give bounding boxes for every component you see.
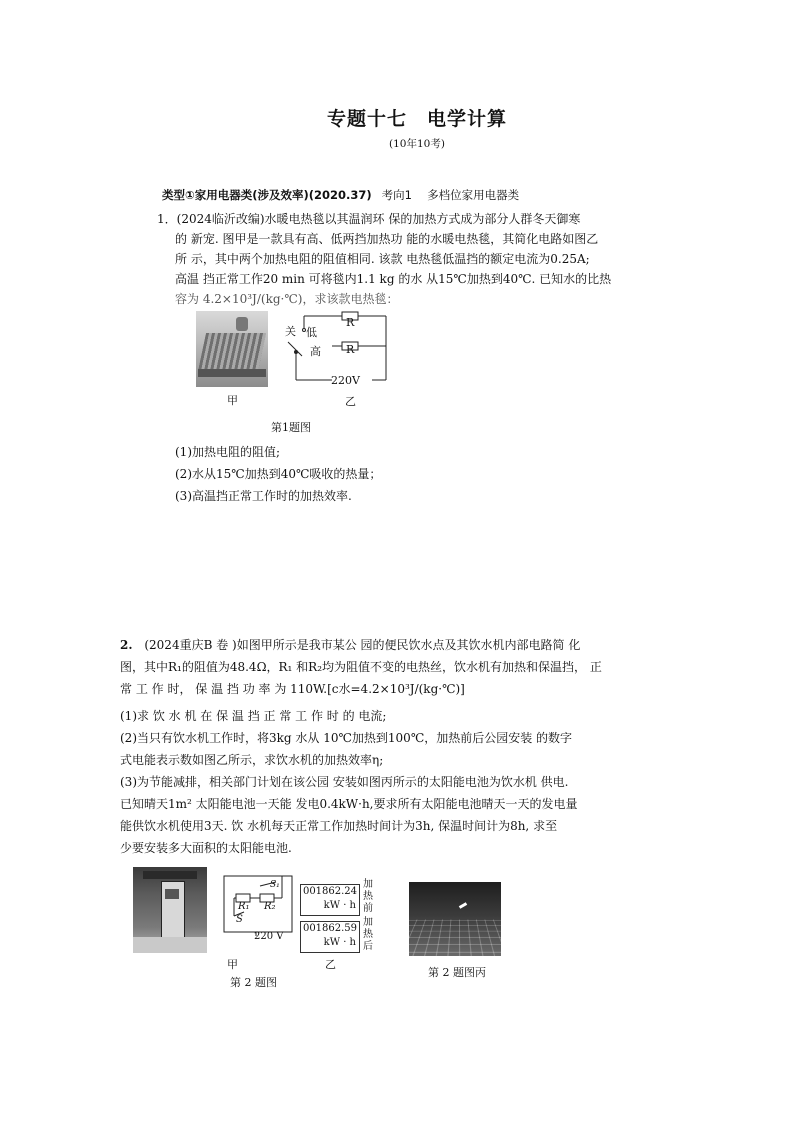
resistor-r2-label: R₂ bbox=[264, 901, 276, 912]
water-dispenser-photo bbox=[133, 867, 207, 953]
q1-line: 高温 挡正常工作20 min 可将毯内1.1 kg 的水 从15℃加热到40℃. 已知水的比热 bbox=[175, 272, 612, 286]
fig2-label-yi: 乙 bbox=[325, 958, 336, 971]
q2-part: 已知晴天1m² 太阳能电池一天能 发电0.4kW·h,要求所有太阳能电池晴天一天的发电量 bbox=[120, 797, 578, 811]
after-label: 加热后 bbox=[363, 917, 373, 952]
page-subtitle: (10年10考) bbox=[389, 138, 445, 150]
q1-part: (3)高温挡正常工作时的加热效率. bbox=[175, 489, 352, 503]
q2-part: 式电能表示数如图乙所示，求饮水机的加热效率η; bbox=[120, 753, 384, 767]
meter-after-value: 001862.59 bbox=[302, 923, 358, 934]
resistor-r1-label: R₁ bbox=[238, 901, 250, 912]
section-heading bbox=[162, 187, 519, 203]
before-label: 加热前 bbox=[363, 879, 373, 914]
q2-stem bbox=[120, 637, 602, 703]
q2-line: (2024重庆B 卷 )如图甲所示是我市某公 园的便民饮水点及其饮水机内部电路简 化 bbox=[144, 638, 581, 652]
q1-stem bbox=[157, 211, 611, 311]
q2-line: 图，其中R₁的阻值为48.4Ω，R₁ 和R₂均为阻值不变的电热丝，饮水机有加热和保温挡， 正 bbox=[120, 660, 602, 674]
meter-before-value: 001862.24 bbox=[302, 886, 358, 897]
q1-line: 1．(2024临沂改编)水暖电热毯以其温润环 保的加热方式成为部分人群冬天御寒 bbox=[157, 212, 581, 226]
q2-number: 2. bbox=[120, 638, 133, 652]
solar-panel-photo bbox=[409, 882, 501, 956]
direction-label: 考向1 多档位家用电器类 bbox=[381, 188, 520, 202]
fig2-caption-bing: 第 2 题图丙 bbox=[428, 966, 486, 979]
voltage-label: 220 V bbox=[254, 931, 284, 942]
electric-blanket-photo bbox=[196, 311, 268, 387]
q2-part: (1)求 饮 水 机 在 保 温 挡 正 常 工 作 时 的 电流; bbox=[120, 709, 387, 723]
q2-part: 少要安装多大面积的太阳能电池. bbox=[120, 841, 292, 855]
fig1-label-jia: 甲 bbox=[227, 394, 238, 407]
fig1-label-yi: 乙 bbox=[345, 395, 356, 408]
q1-line: 所 示，其中两个加热电阻的阻值相同. 该款 电热毯低温挡的额定电流为0.25A; bbox=[175, 252, 590, 266]
q2-part: (2)当只有饮水机工作时，将3kg 水从 10℃加热到100℃，加热前后公园安装 的数字 bbox=[120, 731, 573, 745]
fig2-label-jia: 甲 bbox=[227, 958, 238, 971]
switch-label: 关 bbox=[285, 325, 296, 338]
high-gear-label: 高 bbox=[310, 345, 321, 358]
q2-part: 能供饮水机使用3天. 饮 水机每天正常工作加热时间计为3h, 保温时间计为8h, 求至 bbox=[120, 819, 558, 833]
meter-unit: kW · h bbox=[323, 937, 356, 948]
q2-part: (3)为节能减排，相关部门计划在该公园 安装如图丙所示的太阳能电池为饮水机 供电. bbox=[120, 775, 569, 789]
q1-line: 容为 4.2×10³J/(kg·℃)，求该款电热毯： bbox=[175, 292, 399, 306]
meter-after bbox=[300, 921, 360, 953]
switch-s-label: S bbox=[236, 914, 243, 925]
page-title: 专题十七 电学计算 bbox=[326, 108, 507, 130]
fig1-caption: 第1题图 bbox=[271, 421, 311, 434]
q2-line: 常 工 作 时， 保 温 挡 功 率 为 110W.[c水=4.2×10³J/(kg·℃)] bbox=[120, 682, 465, 696]
q1-part: (2)水从15℃加热到40℃吸收的热量； bbox=[175, 467, 382, 481]
meter-unit: kW · h bbox=[323, 900, 356, 911]
q1-line: 的 新宠. 图甲是一款具有高、低两挡加热功 能的水暖电热毯，其简化电路如图乙 bbox=[175, 232, 599, 246]
low-gear-label: 低 bbox=[306, 326, 317, 339]
fig1-circuit bbox=[282, 310, 394, 406]
resistor-label: R bbox=[346, 316, 355, 329]
q2-parts bbox=[120, 708, 578, 862]
type-label: 类型①家用电器类(涉及效率)(2020.37) bbox=[162, 188, 372, 202]
fig2-caption: 第 2 题图 bbox=[230, 976, 277, 989]
resistor-label: R bbox=[346, 343, 355, 356]
q1-part: (1)加热电阻的阻值; bbox=[175, 445, 281, 459]
switch-s1-label: S₁ bbox=[270, 880, 280, 890]
voltage-label: 220V bbox=[331, 374, 360, 387]
q1-parts bbox=[175, 444, 381, 510]
meter-before bbox=[300, 884, 360, 916]
